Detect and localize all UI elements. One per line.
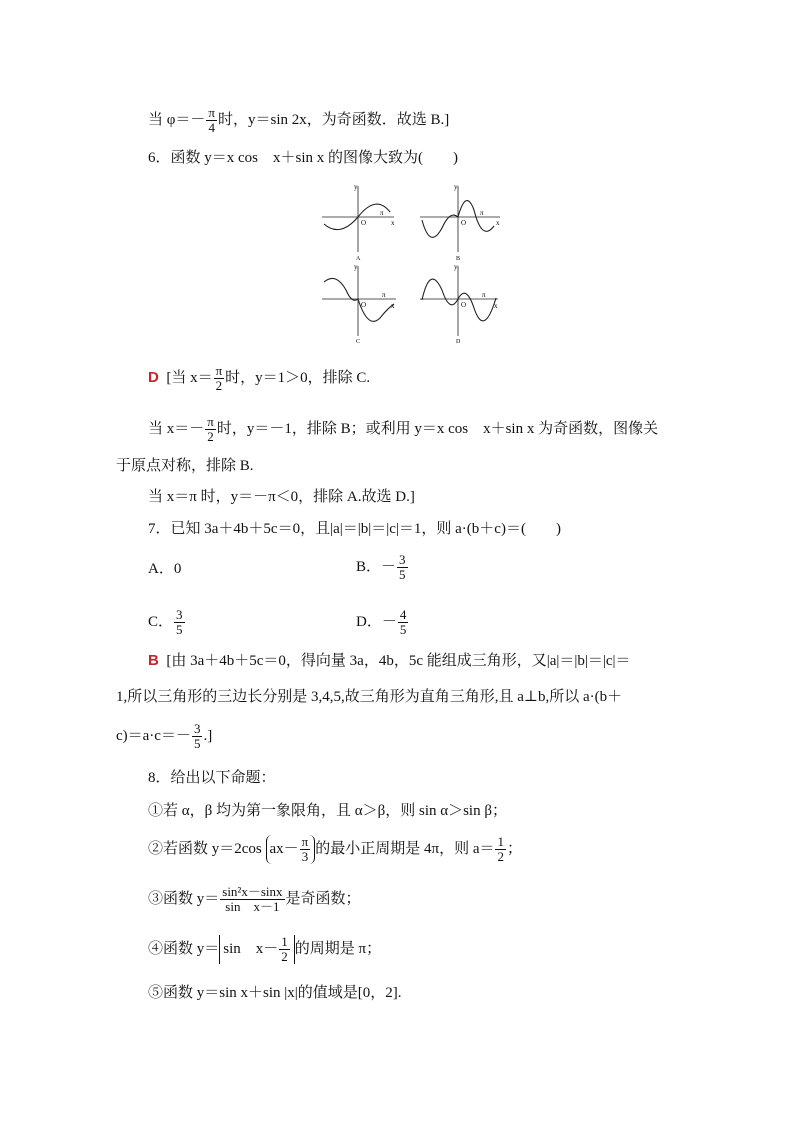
svg-text:y: y — [454, 263, 458, 271]
svg-text:O: O — [361, 219, 367, 227]
svg-text:y: y — [454, 183, 458, 191]
option-c: C． $\frac{3}{5}$ — [148, 607, 183, 637]
option-d: D．－ $\frac{4}{5}$ — [356, 607, 407, 637]
fraction: $\frac{1}{2}$ — [281, 934, 288, 964]
graph-options-figure — [318, 180, 504, 346]
fraction: $\frac{1}{2}$ — [497, 834, 504, 864]
option-a: A．0 — [148, 561, 182, 577]
fraction: $\frac{\text{sin²x－sinx}}{\text{sin x－1}}$ — [222, 884, 283, 914]
question-6: 6．函数 y＝x cos x＋sin x 的图像大致为( ) — [148, 150, 458, 166]
question-8: 8．给出以下命题： — [148, 770, 276, 786]
svg-text:O: O — [361, 301, 367, 309]
answer-6-line-4: 当 x＝π 时，y＝－π＜0，排除 A.故选 D.] — [148, 489, 415, 505]
answer-7-line-1: B [由 3a＋4b＋5c＝0，得向量 3a，4b，5c 能组成三角形，又|a|＝|b|＝|c|＝ — [148, 652, 631, 669]
svg-text:x: x — [496, 219, 500, 227]
proposition-1: ①若 α，β 均为第一象限角，且 α＞β，则 sin α＞sin β； — [148, 803, 507, 819]
fraction: $\frac{3}{5}$ — [399, 552, 406, 582]
parentheses: ax－ $\frac{\pi}{3}$ — [266, 835, 316, 864]
proposition-4: ④函数 y＝ sin x－ $\frac{1}{2}$ 的周期是 π； — [148, 934, 382, 964]
fraction: $\frac{4}{5}$ — [399, 607, 407, 637]
fraction: $\frac{3}{5}$ — [193, 721, 201, 751]
svg-text:C: C — [356, 339, 361, 345]
svg-text:O: O — [461, 219, 467, 227]
svg-text:x: x — [391, 219, 395, 227]
svg-text:B: B — [456, 256, 461, 262]
solution-line-5: 当 φ＝－ $\frac{\pi}{4}$ 时，y＝sin 2x，为奇函数．故选 B.] — [148, 105, 450, 135]
answer-letter: B — [148, 652, 159, 669]
svg-text:y: y — [354, 263, 358, 271]
svg-text:x: x — [494, 302, 498, 310]
absolute-value: sin x－ $\frac{1}{2}$ — [219, 935, 295, 964]
proposition-3: ③函数 y＝ $\frac{\text{sin²x－sinx}}{\text{sin x－1}}$ 是奇函数； — [148, 884, 361, 914]
svg-text:π: π — [482, 291, 486, 299]
proposition-2: ②若函数 y＝2cos ax－ $\frac{\pi}{3}$ 的最小正周期是 4π，则 a＝ $\frac{1}{2}$ ； — [148, 834, 522, 864]
answer-7-line-3: c)＝a·c＝－ $\frac{3}{5}$ .] — [116, 721, 213, 751]
svg-text:y: y — [354, 183, 358, 191]
answer-6-line-2: 当 x＝－ $\frac{\pi}{2}$ 时，y＝－1，排除 B；或利用 y＝x cos x＋sin x 为奇函数，图像关 — [148, 414, 659, 444]
answer-6-line-1: D [当 x＝ $\frac{\pi}{2}$ 时，y＝1＞0，排除 C. — [148, 363, 371, 393]
fraction: $\frac{\pi}{2}$ — [215, 363, 223, 393]
answer-7-line-2: 1,所以三角形的三边长分别是 3,4,5,故三角形为直角三角形,且 a⊥b,所以 a·(b＋ — [116, 689, 623, 705]
graph-d — [420, 263, 498, 345]
graph-a — [322, 183, 395, 262]
fraction: $\frac{3}{5}$ — [176, 607, 183, 637]
svg-text:π: π — [480, 209, 484, 217]
svg-text:π: π — [380, 209, 384, 217]
fraction: $\frac{\pi}{4}$ — [208, 105, 215, 135]
svg-text:O: O — [461, 301, 467, 309]
svg-text:π: π — [382, 291, 386, 299]
svg-text:D: D — [456, 339, 461, 345]
fraction: $\frac{\pi}{3}$ — [301, 834, 309, 864]
graph-b — [420, 183, 500, 262]
option-b: B．－ $\frac{3}{5}$ — [356, 552, 406, 582]
svg-text:A: A — [356, 256, 361, 262]
fraction: $\frac{\pi}{2}$ — [207, 414, 214, 444]
answer-letter: D — [148, 368, 159, 386]
question-7: 7．已知 3a＋4b＋5c＝0，且|a|＝|b|＝|c|＝1，则 a·(b＋c)＝( ) — [148, 521, 561, 537]
proposition-5: ⑤函数 y＝sin x＋sin |x|的值域是[0，2]. — [148, 985, 402, 1001]
graph-c — [322, 263, 396, 345]
answer-6-line-3: 于原点对称，排除 B. — [116, 458, 254, 474]
svg-text:x: x — [391, 302, 395, 310]
